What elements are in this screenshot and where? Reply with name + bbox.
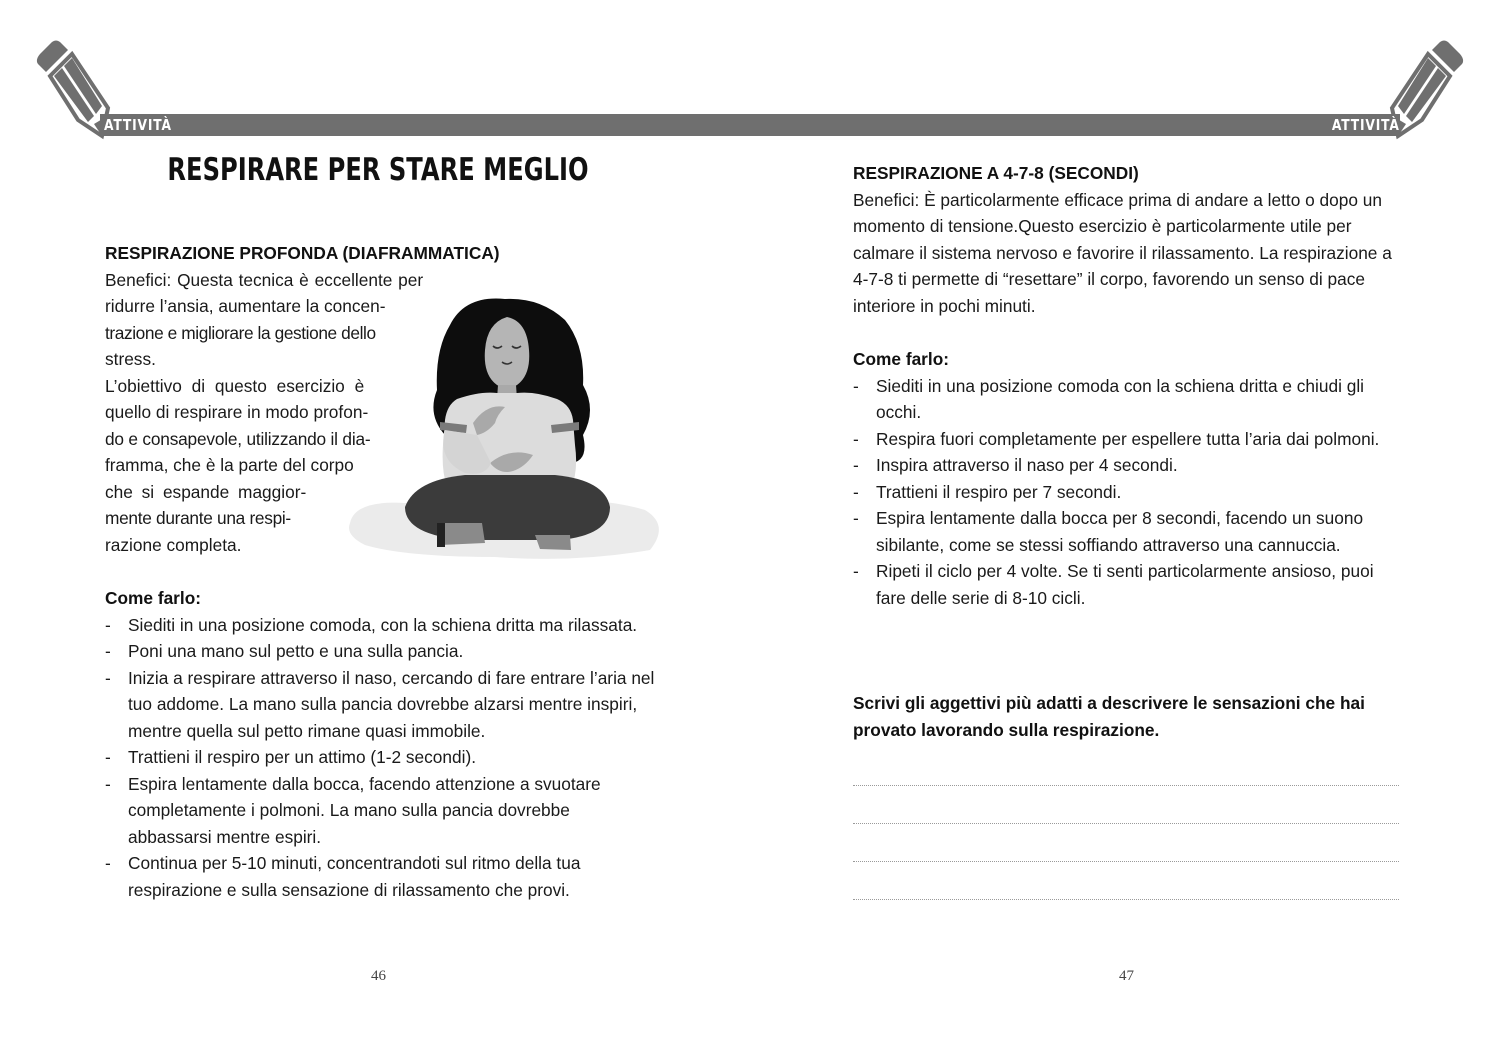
writing-line-4[interactable]	[853, 899, 1399, 900]
steps-list	[105, 612, 655, 904]
page-number-right: 47	[1119, 968, 1134, 984]
intro-line: ridurre l’ansia, aumentare la concen-	[105, 296, 386, 316]
intro-line: quello di respirare in modo profon-	[105, 402, 369, 422]
step-item: - Ripeti il ciclo per 4 volte. Se ti senti particolarmente ansioso, puoi fare delle serie di 8-10 cicli.	[853, 561, 1374, 608]
meditating-woman-illustration	[345, 295, 665, 565]
section-label-right: ATTIVITÀ	[1332, 116, 1400, 134]
right-howto-section	[853, 346, 1403, 611]
step-item: - Inizia a respirare attraverso il naso, cercando di fare entrare l’aria nel tuo addome. La mano sulla pancia dovrebbe alzarsi mentre inspiri, mentre quella sul petto rimane quasi immobile.	[105, 667, 655, 741]
step-item: - Espira lentamente dalla bocca, facendo attenzione a svuotare completamente i polmoni. La mano sulla pancia dovrebbe abbassarsi mentre espiri.	[105, 773, 601, 847]
writing-prompt: Scrivi gli aggettivi più adatti a descrivere le sensazioni che hai provato lavorando sulla respirazione.	[853, 693, 1365, 740]
step-item: - Respira fuori completamente per espellere tutta l’aria dai polmoni.	[853, 428, 1380, 449]
benefits-text: Benefici: È particolarmente efficace prima di andare a letto o dopo un momento di tensione.Questo esercizio è particolarmente utile per calmare il sistema nervoso e favorire il rilassamento. La respirazione a 4-7-8 ti permette di “resettare” il corpo, favorendo un senso di pace interiore in pochi minuti.	[853, 189, 1392, 316]
intro-line: do e consapevole, utilizzando il dia-	[105, 428, 371, 449]
step-item: - Continua per 5-10 minuti, concentrandoti sul ritmo della tua respirazione e sulla sensazione di rilassamento che provi.	[105, 853, 581, 900]
writing-line-2[interactable]	[853, 823, 1399, 824]
intro-line: mente durante una respi-	[105, 508, 291, 528]
step-item: - Espira lentamente dalla bocca per 8 secondi, facendo un suono sibilante, come se stessi soffiando attraverso una cannuccia.	[853, 508, 1364, 555]
intro-line: razione completa.	[105, 534, 242, 555]
pencil-icon	[1388, 36, 1468, 140]
intro-line: framma, che è la parte del corpo	[105, 455, 354, 475]
section-heading: RESPIRAZIONE A 4-7-8 (SECONDI)	[853, 163, 1139, 183]
step-item: - Trattieni il respiro per un attimo (1-2 secondi).	[105, 747, 477, 767]
intro-line: L’obiettivo di questo esercizio è	[105, 375, 365, 396]
right-page-intro	[853, 160, 1403, 319]
step-item: - Poni una mano sul petto e una sulla pancia.	[105, 641, 464, 661]
step-item: - Inspira attraverso il naso per 4 secondi.	[853, 455, 1178, 475]
header-bar-right	[752, 114, 1400, 136]
step-item: - Siediti in una posizione comoda con la schiena dritta e chiudi gli occhi.	[853, 375, 1365, 422]
section-label-left: ATTIVITÀ	[104, 116, 172, 134]
page-title: RESPIRARE PER STARE MEGLIO	[167, 152, 589, 188]
writing-line-3[interactable]	[853, 861, 1399, 862]
howto-heading: Come farlo:	[853, 349, 950, 369]
intro-line: che si espande maggior-	[105, 481, 307, 502]
intro-line: trazione e migliorare la gestione dello	[105, 322, 376, 343]
step-item: - Siediti in una posizione comoda, con la schiena dritta ma rilassata.	[105, 614, 638, 635]
section-heading: RESPIRAZIONE PROFONDA (DIAFRAMMATICA)	[105, 243, 500, 263]
page-number-left: 46	[371, 968, 386, 984]
left-howto-section	[105, 585, 655, 903]
step-item: - Trattieni il respiro per 7 secondi.	[853, 481, 1122, 502]
intro-line: stress.	[105, 349, 156, 369]
steps-list	[853, 373, 1403, 612]
header-bar-left	[100, 114, 752, 136]
intro-line: Benefici: Questa tecnica è eccellente per	[105, 269, 424, 290]
writing-line-1[interactable]	[853, 785, 1399, 786]
howto-heading: Come farlo:	[105, 588, 202, 608]
